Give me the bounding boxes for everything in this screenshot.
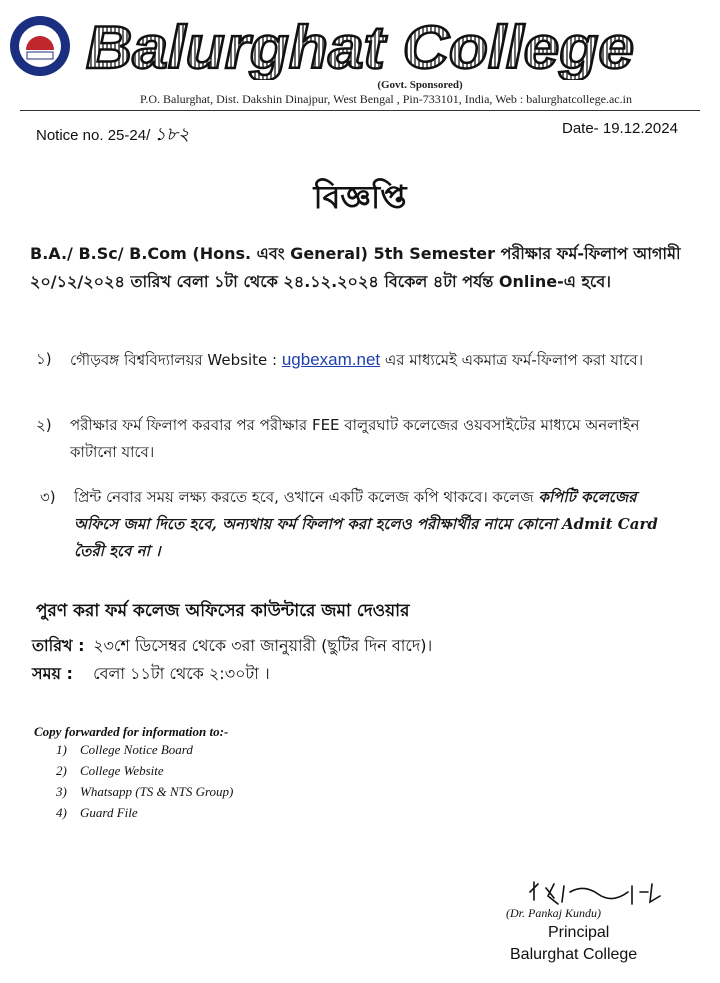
item-text: পরীক্ষার ফর্ম ফিলাপ করবার পর পরীক্ষার FEE বালুরঘাট কলেজের ওয়বসাইটের মাধ্যমে অনলাইন কাটানো যাবে। — [70, 416, 640, 461]
signer-title: Principal — [548, 924, 610, 941]
list-item — [56, 802, 233, 823]
signer-name: (Dr. Pankaj Kundu) — [506, 906, 601, 920]
copy-label: College Notice Board — [80, 742, 193, 757]
item-text-print: প্রিন্ট নেবার সময় লক্ষ্য করতে হবে, ওখানে একটি কলেজ কপি থাকবে। কলেজ — [74, 488, 539, 506]
item-number: ২) — [36, 416, 52, 434]
ugbexam-link[interactable]: ugbexam.net — [281, 350, 381, 369]
college-logo — [8, 14, 72, 78]
header-divider — [20, 110, 700, 111]
notice-intro: B.A./ B.Sc/ B.Com (Hons. এবং General) 5th Semester পরীক্ষার ফর্ম-ফিলাপ আগামী ২০/১২/২০২৪ তারিখ বেলা ১টা থেকে ২৪.১২.২০২৪ বিকেল ৪টা পর্যন্ত Online-এ হবে। — [30, 244, 681, 291]
copy-label: College Website — [80, 763, 164, 778]
item-number: ৩) — [40, 488, 56, 506]
date-value: ২৩শে ডিসেম্বর থেকে ৩রা জানুয়ারী (ছুটির দিন বাদে)। — [93, 636, 433, 655]
time-label: সময় : — [32, 664, 73, 683]
notice-number — [36, 120, 190, 151]
copy-index: 2) — [56, 763, 67, 778]
signer-college: Balurghat College — [510, 946, 638, 963]
list-item — [56, 781, 233, 802]
list-item — [56, 739, 233, 760]
notice-number-prefix: Notice no. 25-24/ — [36, 127, 151, 144]
college-address: P.O. Balurghat, Dist. Dakshin Dinajpur, West Bengal , Pin-733101, India, Web : balurghatcollege.ac.in — [140, 92, 632, 106]
list-item — [56, 760, 233, 781]
notice-date: Date- 19.12.2024 — [562, 120, 678, 137]
submission-time-row — [32, 661, 270, 688]
copy-forwarded-title: Copy forwarded for information to:- — [34, 724, 229, 739]
submission-heading: পুরণ করা ফর্ম কলেজ অফিসের কাউন্টারে জমা দেওয়ার — [36, 601, 410, 621]
time-value: বেলা ১১টা থেকে ২:৩০টা । — [93, 664, 270, 683]
copy-label: Whatsapp (TS & NTS Group) — [80, 784, 234, 799]
notice-number-handwritten: ১৮২ — [154, 124, 190, 145]
govt-sponsored: (Govt. Sponsored) — [377, 79, 463, 91]
item-text-before: গৌড়বঙ্গ বিশ্ববিদ্যালয়র Website : — [70, 351, 282, 369]
copy-index: 3) — [56, 784, 67, 799]
submission-date-row — [32, 633, 432, 660]
item-number: ১) — [36, 350, 52, 368]
copy-index: 1) — [56, 742, 67, 757]
college-name-logotype — [82, 8, 642, 80]
college-name-text: Balurghat College — [86, 14, 634, 80]
notice-title: বিজ্ঞপ্তি — [313, 178, 407, 216]
item-text-handwritten: কপিটি কলেজের অফিসে জমা দিতে হবে, অন্যথায় ফর্ম ফিলাপ করা হলেও পরীক্ষার্থীর নামে কোনো Admit Card তৈরী হবে না । — [74, 488, 658, 560]
date-label: তারিখ : — [32, 636, 85, 655]
copy-forwarded-list — [56, 739, 233, 823]
copy-label: Guard File — [80, 805, 138, 820]
item-text-after: এর মাধ্যমেই একমাত্র ফর্ম-ফিলাপ করা যাবে। — [380, 351, 644, 369]
copy-index: 4) — [56, 805, 67, 820]
